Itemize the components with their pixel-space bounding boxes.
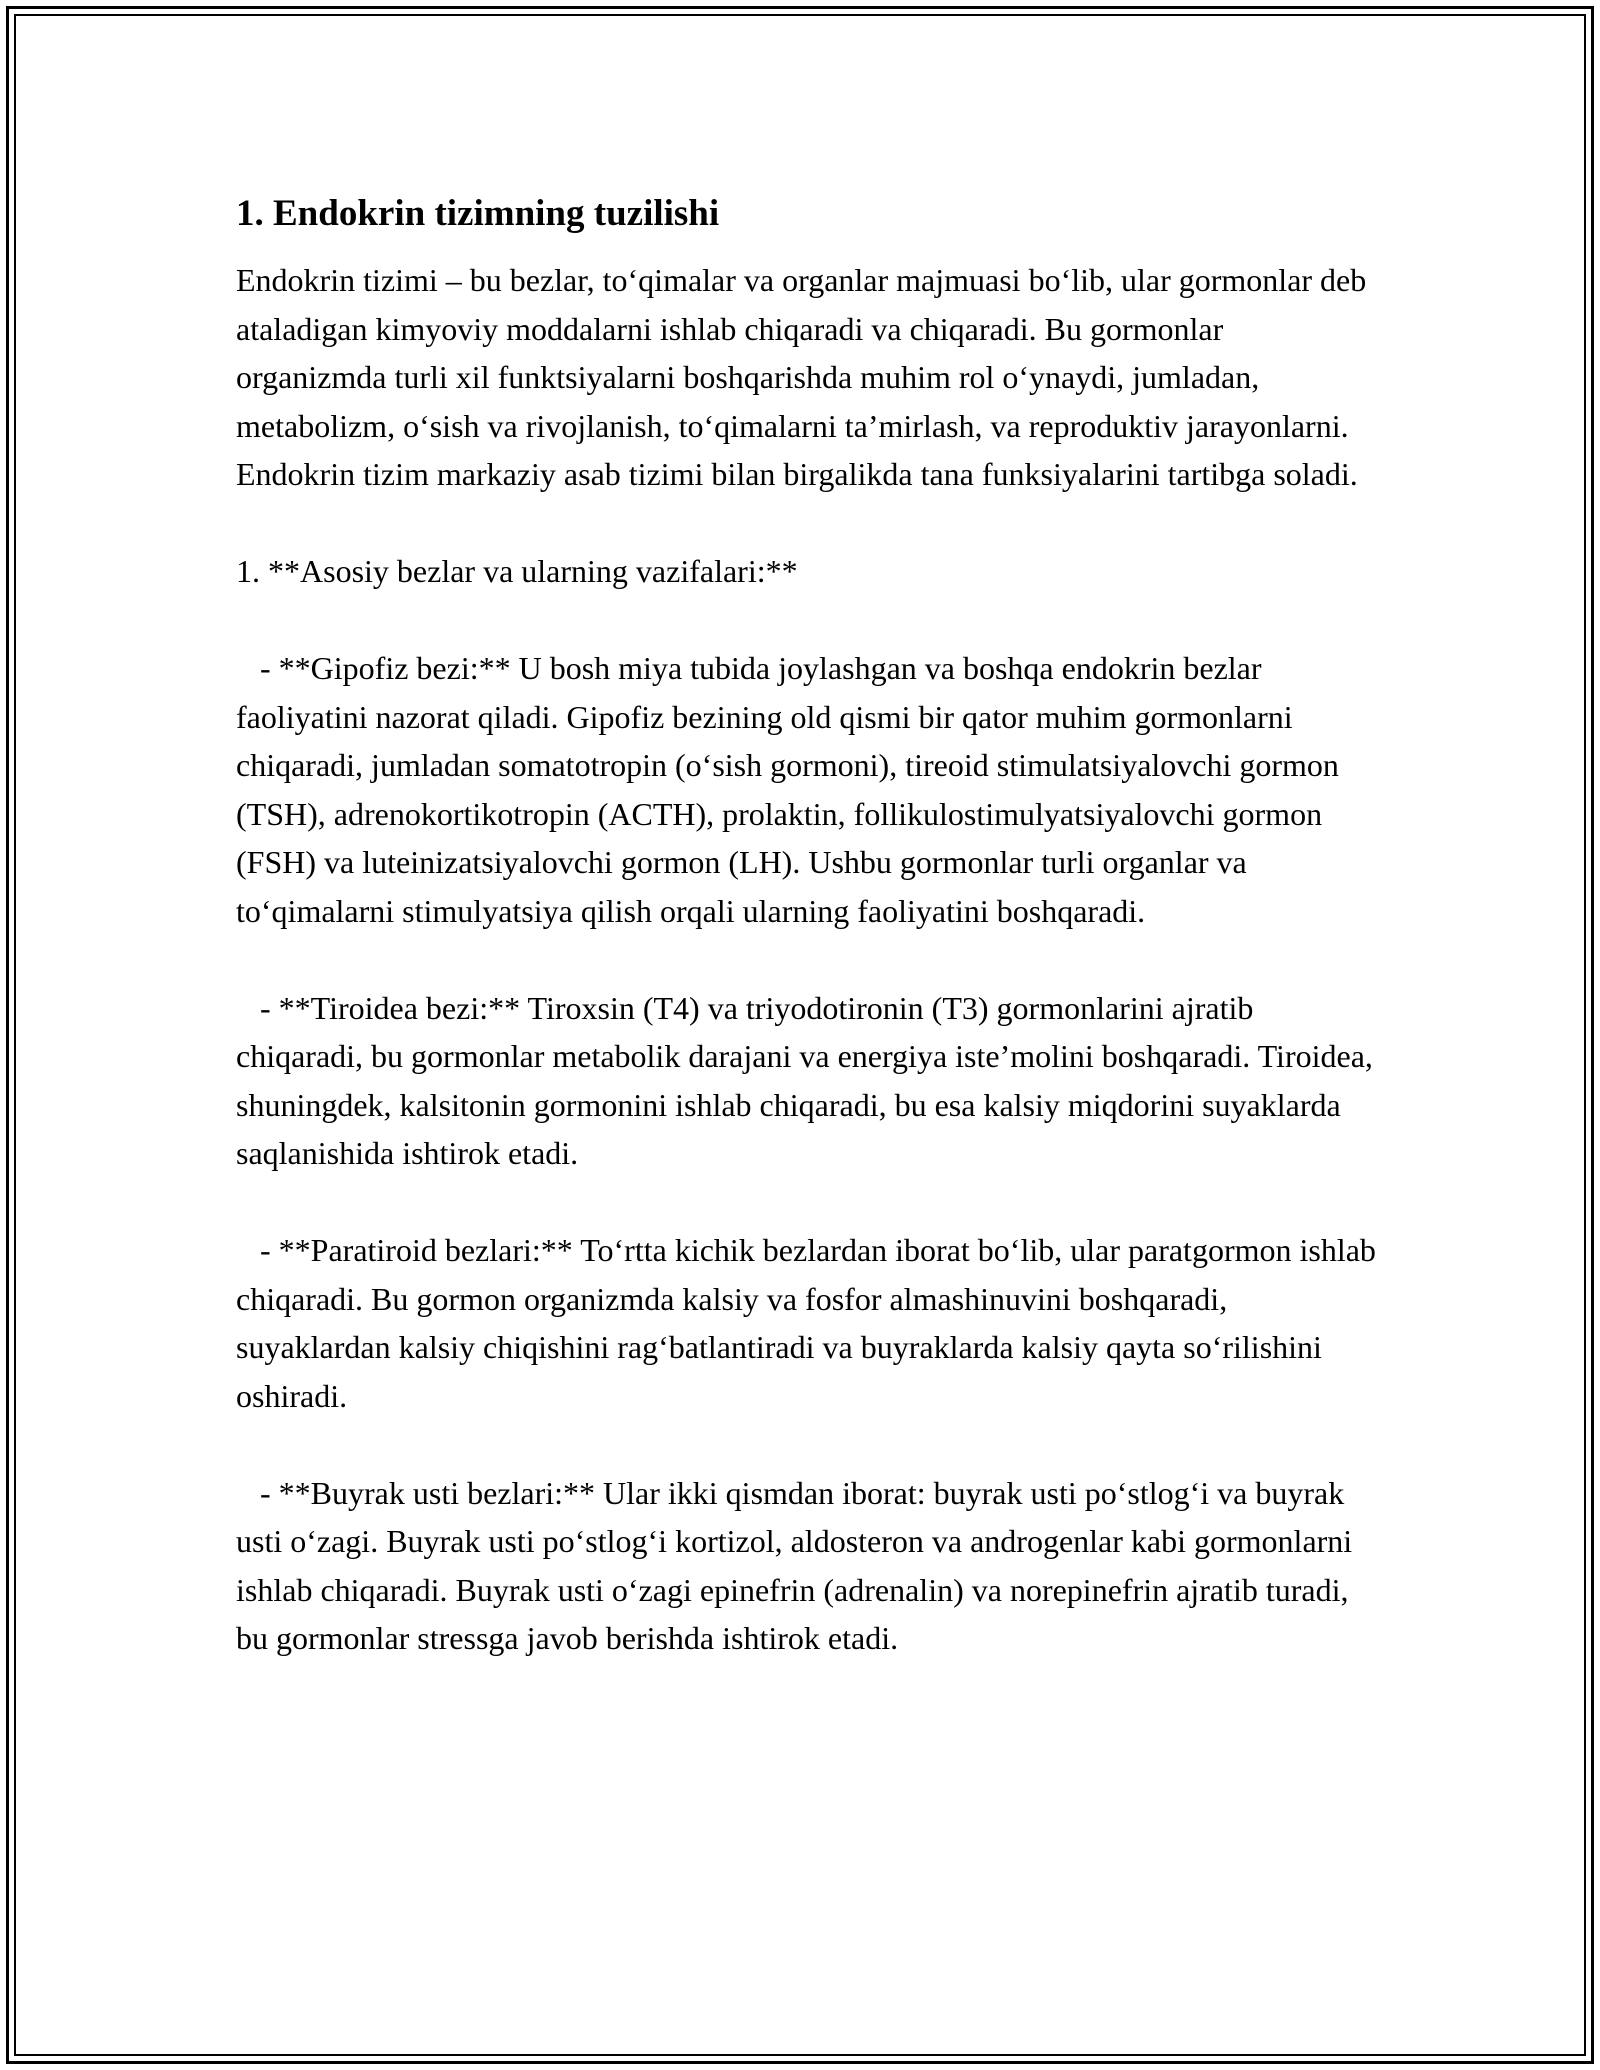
- paragraph-spacer: [236, 1420, 1376, 1469]
- document-body: [236, 188, 1384, 1663]
- intro-paragraph: Endokrin tizimi – bu bezlar, to‘qimalar va organlar majmuasi bo‘lib, ular gormonlar deb ataladigan kimyoviy moddalarni ishlab chiqaradi va chiqaradi. Bu gormonlar organizmda turli xil funktsiyalarni boshqarishda muhim rol o‘ynaydi, jumladan, metabolizm, o‘sish va rivojlanish, to‘qimalarni ta’mirlash, va reproduktiv jarayonlarni. Endokrin tizim markaziy asab tizimi bilan birgalikda tana funksiyalarini tartibga soladi.: [236, 262, 1375, 492]
- list-item-paratiroid: - **Paratiroid bezlari:** To‘rtta kichik bezlardan iborat bo‘lib, ular paratgormon ishlab chiqaradi. Bu gormon organizmda kalsiy va fosfor almashinuvini boshqaradi, suyaklardan kalsiy chiqishini rag‘batlantiradi va buyraklarda kalsiy qayta so‘rilishini oshiradi.: [236, 1232, 1384, 1414]
- paragraph-spacer: [236, 499, 1376, 548]
- paragraph-spacer: [236, 1178, 1376, 1227]
- paragraph-spacer: [236, 935, 1376, 984]
- list-item-tiroidea: - **Tiroidea bezi:** Tiroxsin (T4) va triyodotironin (T3) gormonlarini ajratib chiqaradi, bu gormonlar metabolik darajani va energiya iste’molini boshqaradi. Tiroidea, shuningdek, kalsitonin gormonini ishlab chiqaradi, bu esa kalsiy miqdorini suyaklarda saqlanishida ishtirok etadi.: [236, 989, 1381, 1171]
- list-item-buyrak-usti: - **Buyrak usti bezlari:** Ular ikki qismdan iborat: buyrak usti po‘stlog‘i va buyrak usti o‘zagi. Buyrak usti po‘stlog‘i kortizol, aldosteron va androgenlar kabi gormonlarni ishlab chiqaradi. Buyrak usti o‘zagi epinefrin (adrenalin) va norepinefrin ajratib turadi, bu gormonlar stressga javob berishda ishtirok etadi.: [236, 1474, 1361, 1656]
- list-item-gipofiz: - **Gipofiz bezi:** U bosh miya tubida joylashgan va boshqa endokrin bezlar faoliyatini nazorat qiladi. Gipofiz bezining old qismi bir qator muhim gormonlarni chiqaradi, jumladan somatotropin (o‘sish gormoni), tireoid stimulatsiyalovchi gormon (TSH), adrenokortikotropin (ACTH), prolaktin, follikulostimulyatsiyalovchi gormon (FSH) va luteinizatsiyalovchi gormon (LH). Ushbu gormonlar turli organlar va to‘qimalarni stimulyatsiya qilish orqali ularning faoliyatini boshqaradi.: [236, 650, 1347, 929]
- list-heading: 1. **Asosiy bezlar va ularning vazifalari:**: [236, 553, 798, 589]
- paragraph-spacer: [236, 596, 1376, 645]
- page-title: 1. Endokrin tizimning tuzilishi: [236, 193, 720, 234]
